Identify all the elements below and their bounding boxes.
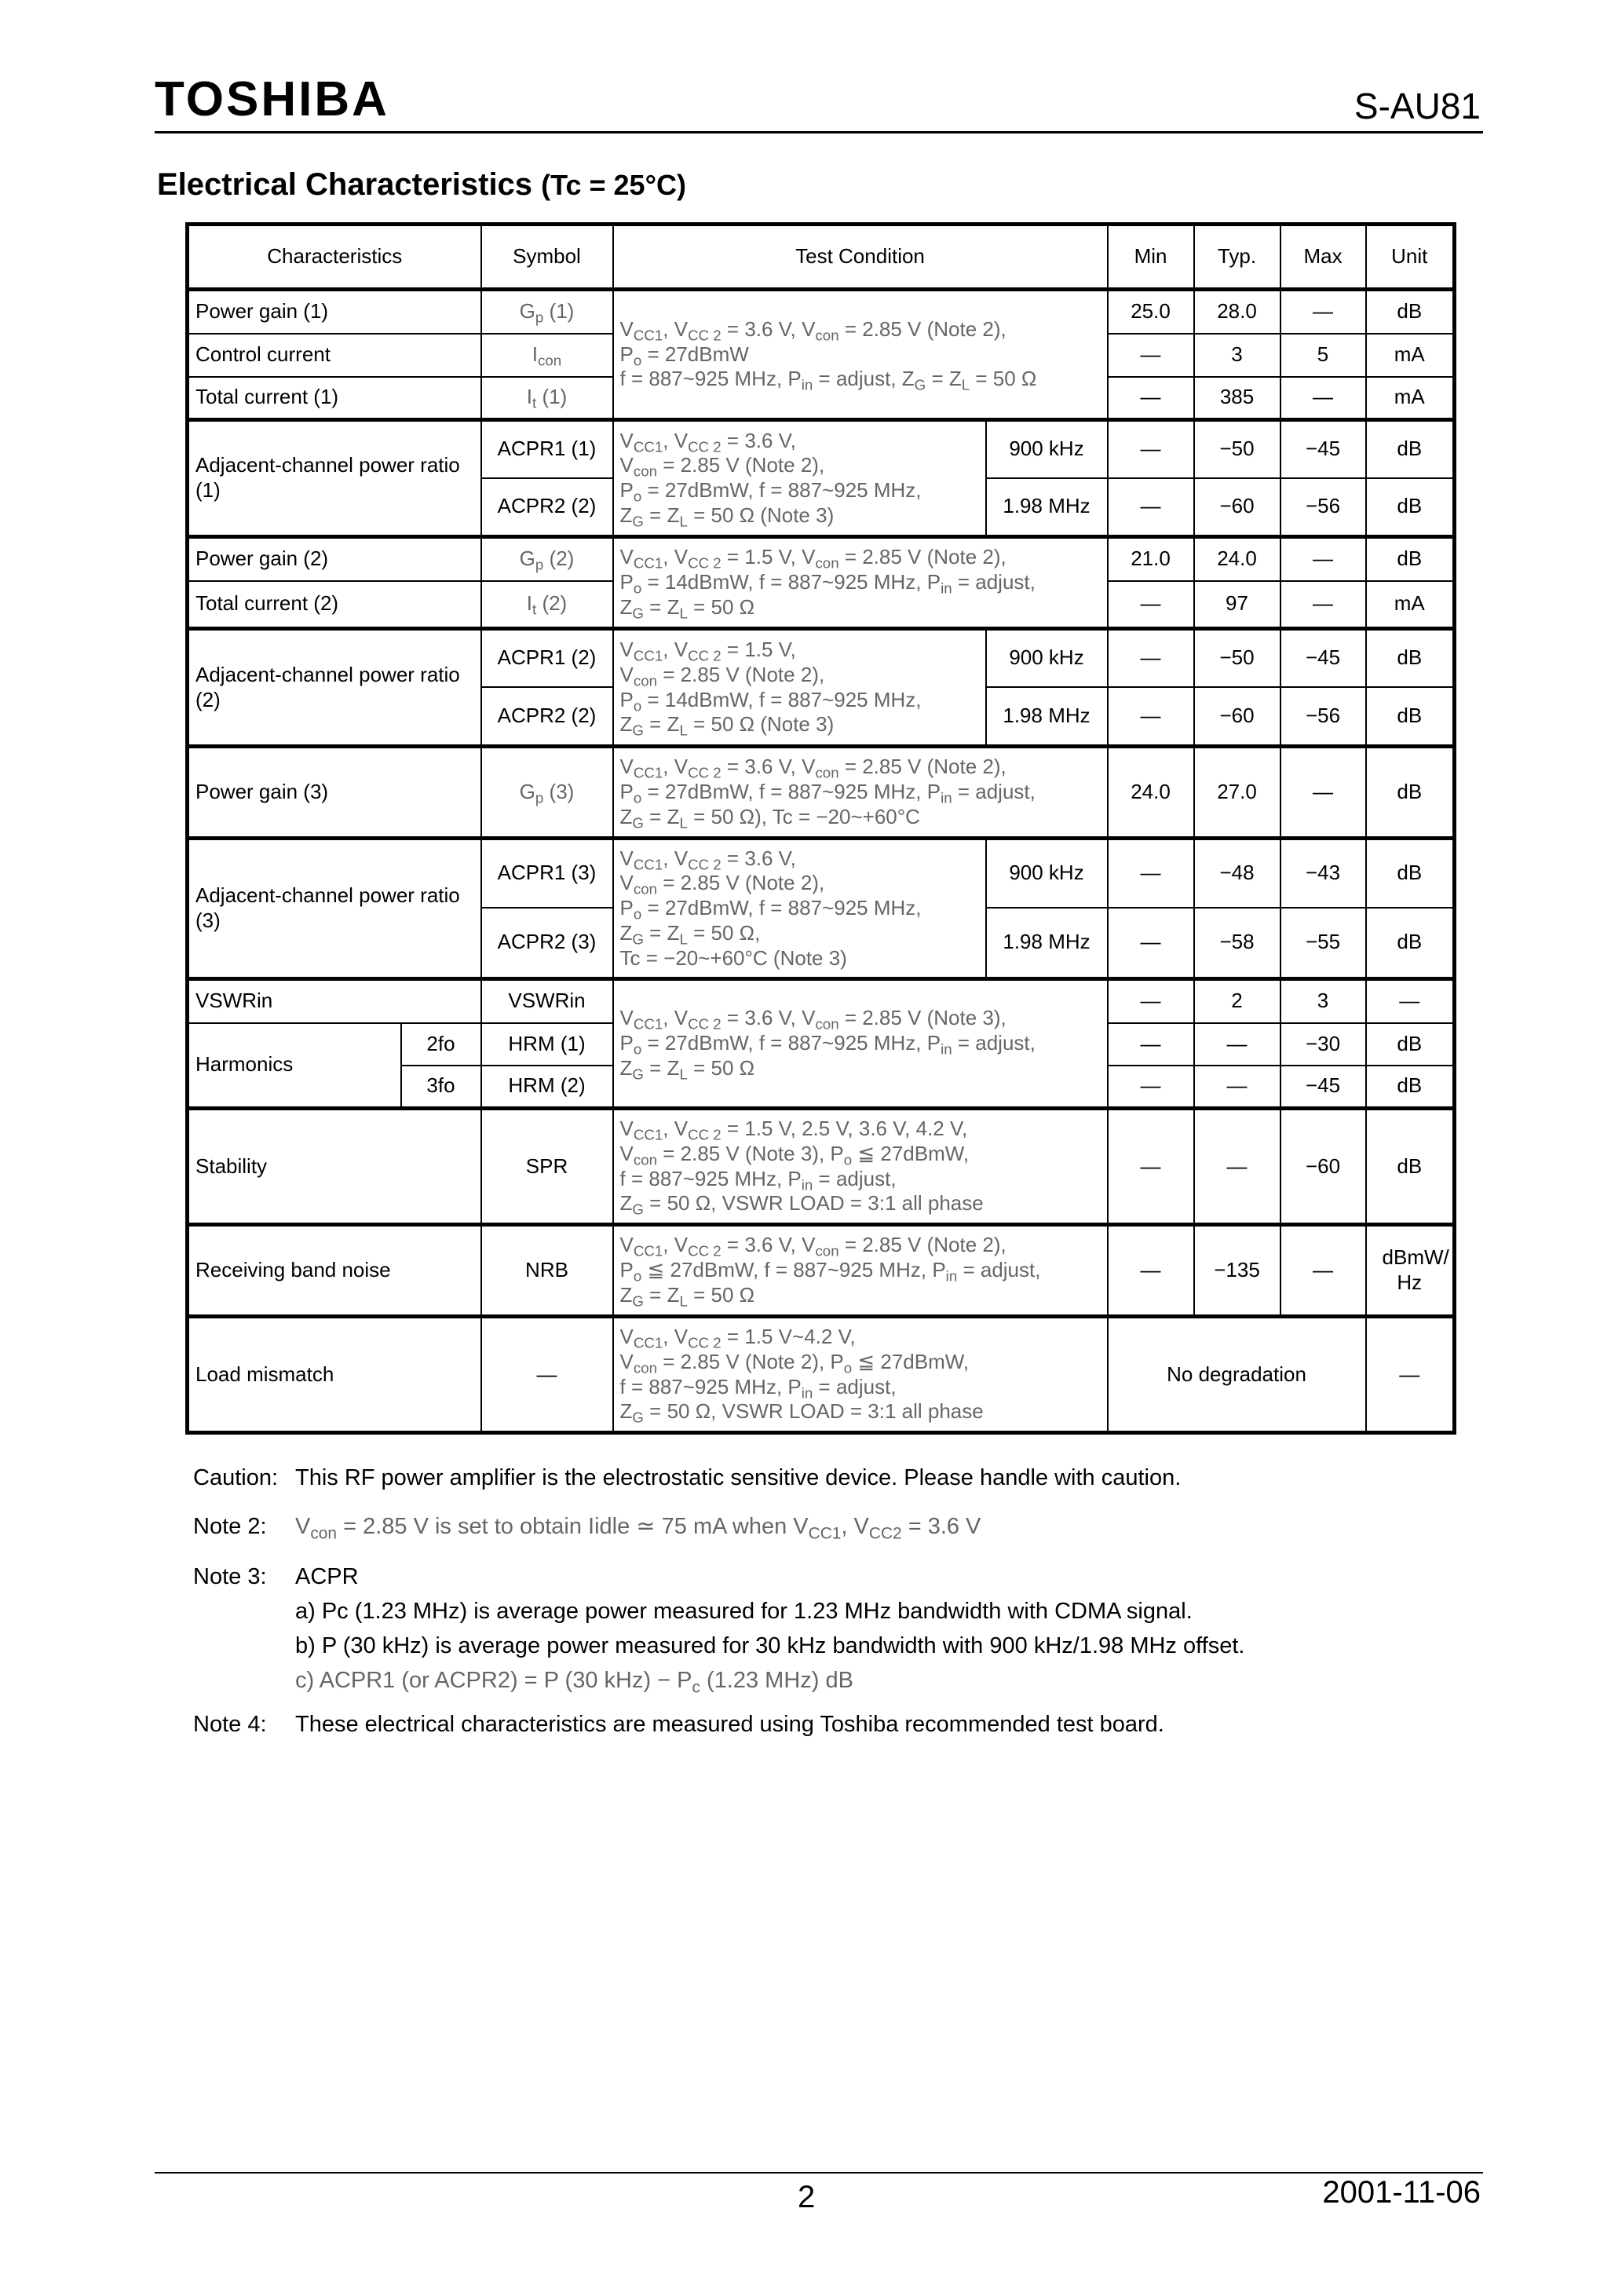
col-header-test-condition: Test Condition [613,225,1108,290]
note3-item-b: b) P (30 kHz) is average power measured for 30 kHz bandwidth with 900 kHz/1.98 MHz offset. [295,1633,1245,1659]
offset-freq-cell: 1.98 MHz [986,908,1108,979]
max-cell: −56 [1280,687,1366,747]
symbol-cell: ACPR1 (3) [481,839,613,908]
col-header-characteristics: Characteristics [188,225,481,290]
symbol-cell: ACPR2 (3) [481,908,613,979]
char-cell: Power gain (2) [188,537,481,581]
symbol-cell: $G_p$ (3) [481,747,613,839]
col-header-unit: Unit [1366,225,1455,290]
typ-cell: −60 [1194,687,1280,747]
table-row [188,979,1455,1023]
char-cell: Stability [188,1109,481,1225]
test-condition-cell: $V_{CC1}$, $V_{CC 2} = 1.5$ V, 2.5 V, 3.6 V, 4.2 V, $V_{con} = 2.85$ V (Note 3), $P_o$ ≦ 27dBmW, f = 887~925 MHz, $P_{in}$ = adjust, $Z_G = 50$ Ω, VSWR LOAD = 3:1 all phase [613,1109,1108,1225]
typ-cell: −135 [1194,1225,1280,1317]
typ-cell: −60 [1194,478,1280,537]
unit-cell: — [1366,979,1455,1023]
unit-cell: dB [1366,420,1455,478]
min-cell: — [1108,581,1194,629]
test-condition-cell: $V_{CC1}$, $V_{CC 2} = 3.6$ V, $V_{con} = 2.85$ V (Note 2), $P_o$ = 27dBmW, f = 887~925 MHz, $P_{in}$ = adjust, $Z_G = Z_L = 50$ Ω), Tc = −20~+60°C [613,747,1108,839]
min-cell: — [1108,420,1194,478]
symbol-cell: ACPR2 (2) [481,687,613,747]
symbol-cell: — [481,1317,613,1433]
table-row [188,1225,1455,1317]
test-condition-cell: $V_{CC1}$, $V_{CC 2} = 3.6$ V, $V_{con} = 2.85$ V (Note 2), $P_o$ = 27dBmW f = 887~925 MHz, $P_{in}$ = adjust, $Z_G = Z_L = 50$ Ω [613,290,1108,420]
symbol-cell: NRB [481,1225,613,1317]
min-cell: 21.0 [1108,537,1194,581]
note4-label: Note 4: [193,1712,267,1737]
typ-cell: 27.0 [1194,747,1280,839]
unit-cell: mA [1366,334,1455,377]
min-cell: — [1108,478,1194,537]
unit-cell: dB [1366,629,1455,687]
symbol-cell: VSWRin [481,979,613,1023]
max-cell: — [1280,377,1366,420]
typ-cell: 2 [1194,979,1280,1023]
col-header-min: Min [1108,225,1194,290]
table-row [188,537,1455,581]
typ-cell: — [1194,1066,1280,1109]
symbol-cell: SPR [481,1109,613,1225]
symbol-cell: ACPR1 (2) [481,629,613,687]
col-header-max: Max [1280,225,1366,290]
min-cell: 25.0 [1108,290,1194,334]
typ-cell: −58 [1194,908,1280,979]
note-3 [193,1559,1244,1698]
char-cell: Harmonics [188,1023,401,1109]
unit-cell: dB [1366,1066,1455,1109]
typ-cell: −50 [1194,420,1280,478]
col-header-typ: Typ. [1194,225,1280,290]
header-row [188,225,1455,290]
max-cell: −30 [1280,1023,1366,1066]
max-cell: — [1280,537,1366,581]
table-row [188,290,1455,334]
min-cell: — [1108,1023,1194,1066]
max-cell: −45 [1280,420,1366,478]
toshiba-logo: TOSHIBA [155,72,389,126]
unit-cell: dB [1366,908,1455,979]
max-cell: — [1280,1225,1366,1317]
test-condition-cell: $V_{CC1}$, $V_{CC 2} = 3.6$ V, $V_{con} = 2.85$ V (Note 2), $P_o$ = 27dBmW, f = 887~925 MHz, $Z_G = Z_L = 50$ Ω (Note 3) [613,420,986,537]
typ-cell: 28.0 [1194,290,1280,334]
min-cell: — [1108,979,1194,1023]
typ-cell: 97 [1194,581,1280,629]
note3-item-c: c) ACPR1 (or ACPR2) = P (30 $kHz) - P_c$ (1.23 MHz) dB [295,1668,853,1697]
symbol-cell: ACPR2 (2) [481,478,613,537]
symbol-cell: $G_p$ (2) [481,537,613,581]
electrical-characteristics-table [185,222,1456,1435]
min-cell: — [1108,1066,1194,1109]
table-row [188,629,1455,687]
page-number: 2 [798,2180,816,2214]
offset-freq-cell: 900 kHz [986,629,1108,687]
footer-rule [155,2172,1483,2174]
char-cell: Total current (1) [188,377,481,420]
max-cell: 5 [1280,334,1366,377]
symbol-cell: $I_t$ (2) [481,581,613,629]
table-row [188,747,1455,839]
max-cell: −60 [1280,1109,1366,1225]
unit-cell: dB [1366,687,1455,747]
typ-cell: −48 [1194,839,1280,908]
unit-cell: dB [1366,290,1455,334]
offset-freq-cell: 900 kHz [986,420,1108,478]
test-condition-cell: $V_{CC1}$, $V_{CC 2} = 1.5$ V~4.2 V, $V_{con} = 2.85$ V (Note 2), $P_o$ ≦ 27dBmW, f = 887~925 MHz, $P_{in}$ = adjust, $Z_G = 50$ Ω, VSWR LOAD = 3:1 all phase [613,1317,1108,1433]
test-condition-cell: $V_{CC1}$, $V_{CC 2} = 3.6$ V, $V_{con} = 2.85$ V (Note 2), $P_o$ = 27dBmW, f = 887~925 MHz, $Z_G = Z_L = 50$ Ω, Tc = −20~+60°C (Note 3) [613,839,986,979]
caution-label: Caution: [193,1465,279,1490]
caution-note [193,1461,1181,1495]
publish-date: 2001-11-06 [1322,2175,1481,2210]
char-cell: Power gain (3) [188,747,481,839]
note-4 [193,1707,1164,1742]
test-condition-cell: $V_{CC1}$, $V_{CC 2} = 3.6$ V, $V_{con} = 2.85$ V (Note 3), $P_o$ = 27dBmW, f = 887~925 MHz, $P_{in}$ = adjust, $Z_G = Z_L = 50$ Ω [613,979,1108,1109]
max-cell: — [1280,747,1366,839]
typ-cell: — [1194,1023,1280,1066]
char-cell: Power gain (1) [188,290,481,334]
unit-cell: dB [1366,839,1455,908]
min-cell: — [1108,687,1194,747]
max-cell: — [1280,581,1366,629]
harmonic-order-cell: 3fo [401,1066,481,1109]
min-cell: — [1108,1225,1194,1317]
typ-cell: −50 [1194,629,1280,687]
min-cell: — [1108,377,1194,420]
unit-cell: — [1366,1317,1455,1433]
symbol-cell: ACPR1 (1) [481,420,613,478]
typ-cell: 24.0 [1194,537,1280,581]
caution-text: This RF power amplifier is the electrostatic sensitive device. Please handle with caution. [295,1465,1182,1490]
offset-freq-cell: 1.98 MHz [986,478,1108,537]
test-condition-cell: $V_{CC1}$, $V_{CC 2} = 1.5$ V, $V_{con} = 2.85$ V (Note 2), $P_o$ = 14dBmW, f = 887~925 MHz, $Z_G = Z_L = 50$ Ω (Note 3) [613,629,986,747]
note3-title: ACPR [295,1564,359,1589]
char-cell: Adjacent-channel power ratio (3) [188,839,481,979]
char-cell: VSWRin [188,979,481,1023]
note2-text: $V_{con} = 2.85$ V is set to obtain Iidle ≃ 75 mA when $V_{CC1}$, $V_{CC2} = 3.6$ V [295,1514,981,1543]
note4-text: These electrical characteristics are measured using Toshiba recommended test board. [295,1712,1164,1737]
symbol-cell: $I_{con}$ [481,334,613,377]
min-cell: — [1108,839,1194,908]
table-row [188,1317,1455,1433]
unit-cell: dB [1366,1023,1455,1066]
unit-cell: dBmW/ Hz [1366,1225,1455,1317]
test-condition-cell: $V_{CC1}$, $V_{CC 2} = 3.6$ V, $V_{con} = 2.85$ V (Note 2), $P_o$ ≦ 27dBmW, f = 887~925 MHz, $P_{in}$ = adjust, $Z_G = Z_L = 50$ Ω [613,1225,1108,1317]
max-cell: −45 [1280,1066,1366,1109]
min-cell: — [1108,908,1194,979]
result-cell: No degradation [1108,1317,1366,1433]
max-cell: −56 [1280,478,1366,537]
max-cell: 3 [1280,979,1366,1023]
min-cell: — [1108,334,1194,377]
offset-freq-cell: 900 kHz [986,839,1108,908]
symbol-cell: $G_p$ (1) [481,290,613,334]
char-cell: Receiving band noise [188,1225,481,1317]
max-cell: — [1280,290,1366,334]
note-2 [193,1509,981,1544]
col-header-symbol: Symbol [481,225,613,290]
max-cell: −55 [1280,908,1366,979]
char-cell: Total current (2) [188,581,481,629]
unit-cell: dB [1366,747,1455,839]
part-number: S-AU81 [1353,86,1481,126]
note2-label: Note 2: [193,1514,267,1539]
unit-cell: dB [1366,478,1455,537]
table-row [188,420,1455,478]
note3-label: Note 3: [193,1564,267,1589]
char-cell: Adjacent-channel power ratio (2) [188,629,481,747]
unit-cell: dB [1366,537,1455,581]
char-cell: Load mismatch [188,1317,481,1433]
unit-cell: mA [1366,377,1455,420]
symbol-cell: HRM (1) [481,1023,613,1066]
test-condition-cell: $V_{CC1}$, $V_{CC 2} = 1.5$ V, $V_{con} = 2.85$ V (Note 2), $P_o$ = 14dBmW, f = 887~925 MHz, $P_{in}$ = adjust, $Z_G = Z_L = 50$ Ω [613,537,1108,629]
table-row [188,839,1455,908]
header-rule [155,131,1483,133]
symbol-cell: $I_t$ (1) [481,377,613,420]
unit-cell: mA [1366,581,1455,629]
unit-cell: dB [1366,1109,1455,1225]
char-cell: Adjacent-channel power ratio (1) [188,420,481,537]
harmonic-order-cell: 2fo [401,1023,481,1066]
symbol-cell: HRM (2) [481,1066,613,1109]
min-cell: — [1108,1109,1194,1225]
max-cell: −43 [1280,839,1366,908]
typ-cell: — [1194,1109,1280,1225]
note3-item-a: a) Pc (1.23 MHz) is average power measured for 1.23 MHz bandwidth with CDMA signal. [295,1599,1193,1625]
offset-freq-cell: 1.98 MHz [986,687,1108,747]
section-title [157,169,686,200]
min-cell: — [1108,629,1194,687]
char-cell: Control current [188,334,481,377]
typ-cell: 3 [1194,334,1280,377]
typ-cell: 385 [1194,377,1280,420]
min-cell: 24.0 [1108,747,1194,839]
title-text: Electrical Characteristics [157,167,533,202]
title-condition: (Tc = 25°C) [541,169,686,201]
table-row [188,1109,1455,1225]
max-cell: −45 [1280,629,1366,687]
